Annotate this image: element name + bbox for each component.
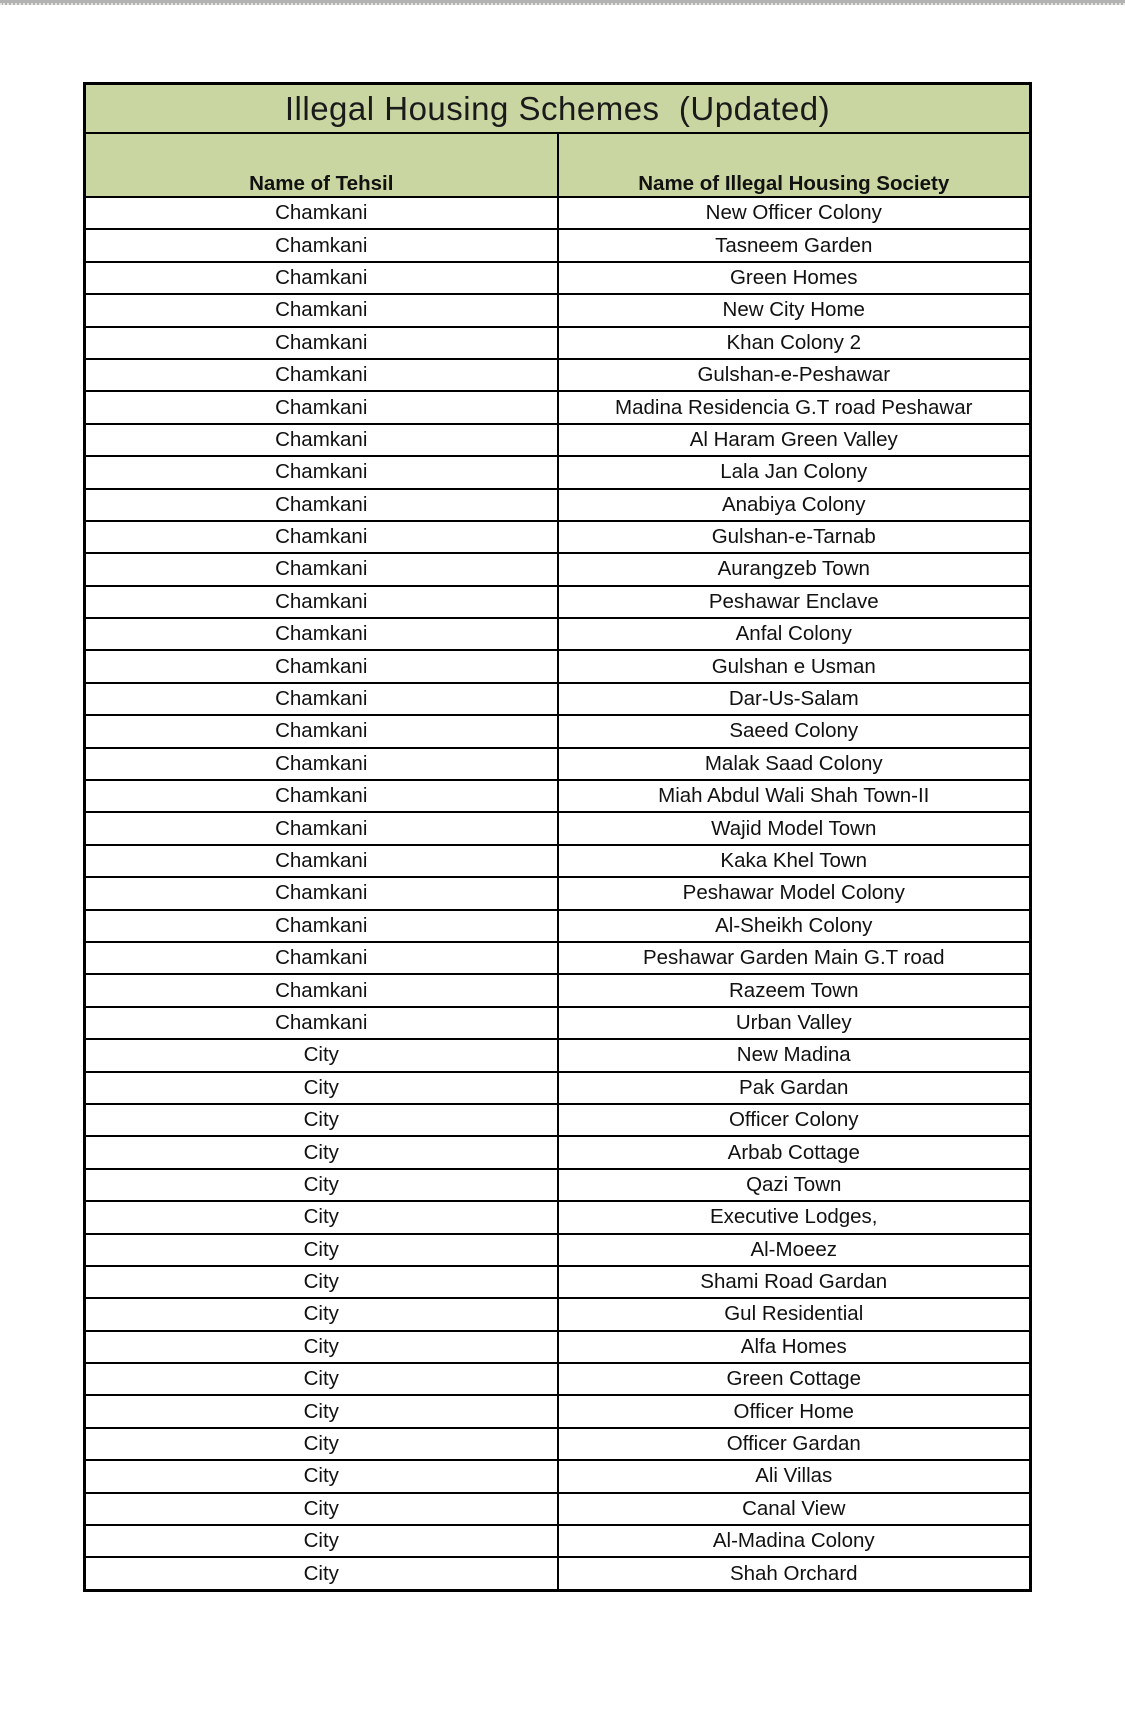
table-row — [85, 974, 1031, 1006]
tehsil-cell: Chamkani — [85, 748, 558, 780]
table-row — [85, 359, 1031, 391]
society-cell: Peshawar Enclave — [558, 586, 1031, 618]
table-row — [85, 1266, 1031, 1298]
society-cell: Pak Gardan — [558, 1072, 1031, 1104]
table-row — [85, 294, 1031, 326]
table-row — [85, 1298, 1031, 1330]
tehsil-cell: Chamkani — [85, 229, 558, 261]
table-row — [85, 586, 1031, 618]
society-cell: Urban Valley — [558, 1007, 1031, 1039]
tehsil-cell: Chamkani — [85, 456, 558, 488]
table-row — [85, 910, 1031, 942]
society-cell: Officer Gardan — [558, 1428, 1031, 1460]
table-row — [85, 1169, 1031, 1201]
tehsil-cell: Chamkani — [85, 877, 558, 909]
table-row — [85, 1039, 1031, 1071]
table-row — [85, 1395, 1031, 1427]
table-row — [85, 489, 1031, 521]
tehsil-cell: Chamkani — [85, 650, 558, 682]
society-cell: Kaka Khel Town — [558, 845, 1031, 877]
table-row — [85, 1525, 1031, 1557]
table-row — [85, 812, 1031, 844]
society-cell: Gulshan e Usman — [558, 650, 1031, 682]
table-row — [85, 1136, 1031, 1168]
society-cell: Gul Residential — [558, 1298, 1031, 1330]
tehsil-cell: Chamkani — [85, 715, 558, 747]
tehsil-cell: Chamkani — [85, 812, 558, 844]
table-row — [85, 748, 1031, 780]
society-cell: Madina Residencia G.T road Peshawar — [558, 391, 1031, 423]
title-row — [85, 84, 1031, 134]
table-row — [85, 1363, 1031, 1395]
society-cell: Green Cottage — [558, 1363, 1031, 1395]
table-row — [85, 197, 1031, 229]
tehsil-cell: City — [85, 1395, 558, 1427]
column-header-row — [85, 133, 1031, 197]
table-row — [85, 683, 1031, 715]
tehsil-cell: City — [85, 1557, 558, 1590]
society-cell: Green Homes — [558, 262, 1031, 294]
tehsil-cell: Chamkani — [85, 910, 558, 942]
tehsil-cell: City — [85, 1234, 558, 1266]
table-row — [85, 1428, 1031, 1460]
table-row — [85, 1493, 1031, 1525]
society-cell: Wajid Model Town — [558, 812, 1031, 844]
society-cell: Shami Road Gardan — [558, 1266, 1031, 1298]
tehsil-cell: City — [85, 1363, 558, 1395]
society-cell: Shah Orchard — [558, 1557, 1031, 1590]
tehsil-cell: Chamkani — [85, 294, 558, 326]
table-row — [85, 942, 1031, 974]
tehsil-cell: Chamkani — [85, 262, 558, 294]
society-cell: Qazi Town — [558, 1169, 1031, 1201]
society-cell: Khan Colony 2 — [558, 327, 1031, 359]
table-row — [85, 1104, 1031, 1136]
tehsil-cell: Chamkani — [85, 197, 558, 229]
society-cell: Ali Villas — [558, 1460, 1031, 1492]
table-row — [85, 521, 1031, 553]
table-row — [85, 1331, 1031, 1363]
society-cell: Officer Colony — [558, 1104, 1031, 1136]
society-cell: Dar-Us-Salam — [558, 683, 1031, 715]
table-row — [85, 1557, 1031, 1590]
table-row — [85, 456, 1031, 488]
table-row — [85, 1460, 1031, 1492]
tehsil-cell: Chamkani — [85, 942, 558, 974]
society-cell: Officer Home — [558, 1395, 1031, 1427]
tehsil-cell: Chamkani — [85, 553, 558, 585]
society-cell: Razeem Town — [558, 974, 1031, 1006]
table-row — [85, 1007, 1031, 1039]
tehsil-cell: Chamkani — [85, 586, 558, 618]
tehsil-cell: Chamkani — [85, 780, 558, 812]
table-row — [85, 424, 1031, 456]
table-row — [85, 1201, 1031, 1233]
tehsil-cell: Chamkani — [85, 974, 558, 1006]
tehsil-cell: Chamkani — [85, 1007, 558, 1039]
table-row — [85, 262, 1031, 294]
tehsil-cell: Chamkani — [85, 424, 558, 456]
tehsil-cell: City — [85, 1169, 558, 1201]
society-cell: Malak Saad Colony — [558, 748, 1031, 780]
society-cell: Gulshan-e-Peshawar — [558, 359, 1031, 391]
society-cell: New Madina — [558, 1039, 1031, 1071]
table-row — [85, 877, 1031, 909]
society-cell: Miah Abdul Wali Shah Town-II — [558, 780, 1031, 812]
tehsil-cell: Chamkani — [85, 391, 558, 423]
tehsil-cell: City — [85, 1266, 558, 1298]
table-row — [85, 650, 1031, 682]
society-cell: Gulshan-e-Tarnab — [558, 521, 1031, 553]
tehsil-cell: Chamkani — [85, 618, 558, 650]
society-cell: New Officer Colony — [558, 197, 1031, 229]
table-row — [85, 715, 1031, 747]
tehsil-cell: Chamkani — [85, 327, 558, 359]
table-body — [85, 197, 1031, 1590]
illegal-housing-schemes-table — [83, 82, 1032, 1592]
tehsil-cell: Chamkani — [85, 683, 558, 715]
tehsil-cell: City — [85, 1460, 558, 1492]
society-cell: Arbab Cottage — [558, 1136, 1031, 1168]
society-cell: Alfa Homes — [558, 1331, 1031, 1363]
society-cell: Executive Lodges, — [558, 1201, 1031, 1233]
tehsil-cell: Chamkani — [85, 359, 558, 391]
society-cell: Al-Moeez — [558, 1234, 1031, 1266]
tehsil-cell: City — [85, 1104, 558, 1136]
tehsil-cell: City — [85, 1493, 558, 1525]
table-row — [85, 391, 1031, 423]
tehsil-cell: Chamkani — [85, 489, 558, 521]
table-title: Illegal Housing Schemes (Updated) — [85, 84, 1031, 134]
tehsil-cell: City — [85, 1428, 558, 1460]
tehsil-cell: City — [85, 1201, 558, 1233]
society-cell: Al Haram Green Valley — [558, 424, 1031, 456]
society-cell: Al-Sheikh Colony — [558, 910, 1031, 942]
table-row — [85, 1234, 1031, 1266]
society-cell: Anabiya Colony — [558, 489, 1031, 521]
society-cell: Saeed Colony — [558, 715, 1031, 747]
society-cell: Tasneem Garden — [558, 229, 1031, 261]
society-cell: Al-Madina Colony — [558, 1525, 1031, 1557]
society-cell: Canal View — [558, 1493, 1031, 1525]
table-row — [85, 780, 1031, 812]
society-cell: Peshawar Model Colony — [558, 877, 1031, 909]
table-row — [85, 1072, 1031, 1104]
table-row — [85, 845, 1031, 877]
tehsil-cell: Chamkani — [85, 845, 558, 877]
page-top-divider — [0, 0, 1125, 5]
society-cell: Lala Jan Colony — [558, 456, 1031, 488]
table-row — [85, 327, 1031, 359]
society-cell: Aurangzeb Town — [558, 553, 1031, 585]
table-row — [85, 618, 1031, 650]
tehsil-cell: City — [85, 1039, 558, 1071]
society-cell: New City Home — [558, 294, 1031, 326]
tehsil-cell: Chamkani — [85, 521, 558, 553]
society-cell: Anfal Colony — [558, 618, 1031, 650]
table-row — [85, 553, 1031, 585]
society-cell: Peshawar Garden Main G.T road — [558, 942, 1031, 974]
tehsil-cell: City — [85, 1525, 558, 1557]
tehsil-cell: City — [85, 1331, 558, 1363]
column-header-society: Name of Illegal Housing Society — [558, 133, 1031, 197]
tehsil-cell: City — [85, 1136, 558, 1168]
table-row — [85, 229, 1031, 261]
tehsil-cell: City — [85, 1072, 558, 1104]
tehsil-cell: City — [85, 1298, 558, 1330]
column-header-tehsil: Name of Tehsil — [85, 133, 558, 197]
